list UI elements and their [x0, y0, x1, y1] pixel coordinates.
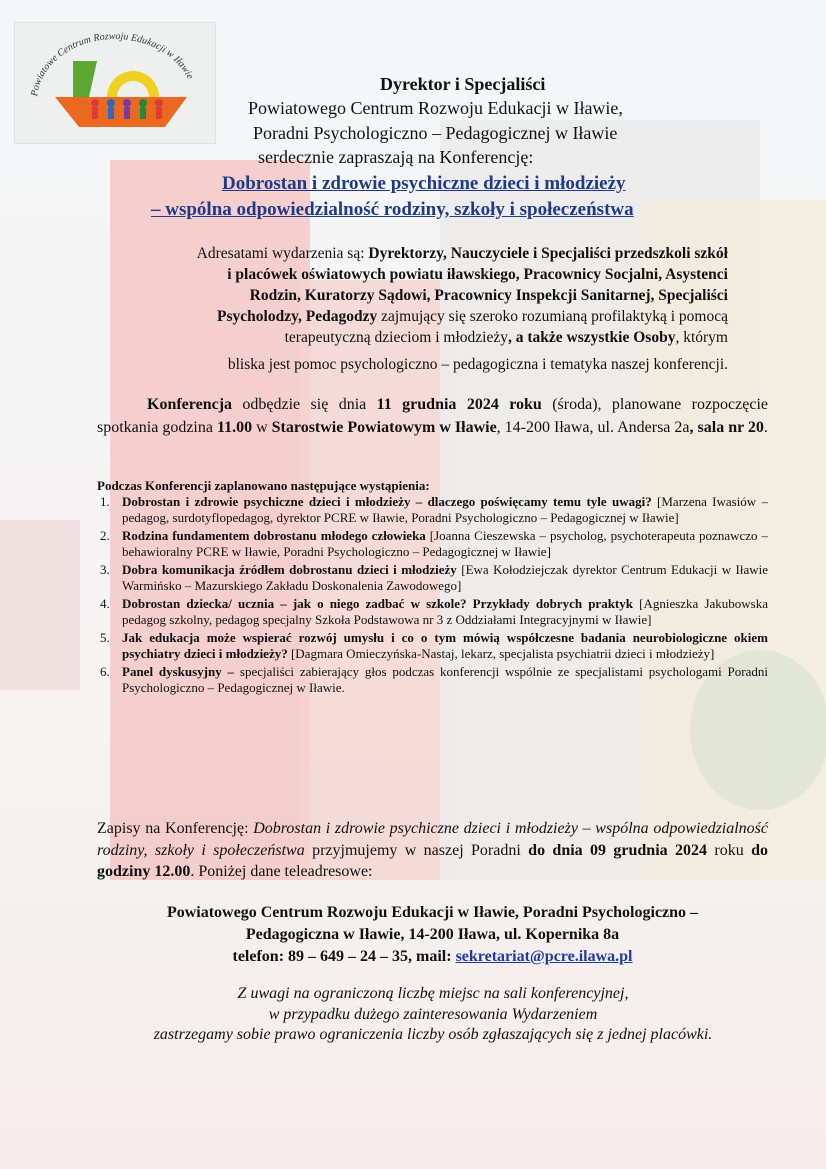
program-item-title: Dobrostan dziecka/ ucznia – jak o niego zadbać w szkole? Przykłady dobrych praktyk [122, 596, 633, 611]
conference-title-line-1: Dobrostan i zdrowie psychiczne dzieci i młodzieży [222, 173, 626, 194]
contact-block: Powiatowego Centrum Rozwoju Edukacji w Iławie, Poradni Psychologiczno – Pedagogiczna w Iławie, 14-200 Iława, ul. Kopernika 8a telefon: 89 – 649 – 24 – 35, mail: sekretariat@pcre.ilawa.pl [166, 904, 699, 965]
boat-children-logo-icon [15, 23, 215, 143]
program-item [97, 630, 768, 661]
program-item [97, 562, 768, 593]
conference-info-paragraph: Konferencja odbędzie się dnia 11 grudnia 2024 roku (środa), planowane rozpoczęcie spotkania godzina 11.00 w Starostwie Powiatowym w Iławie, 14-200 Iława, ul. Andersa 2a, sala nr 20. [97, 396, 769, 436]
program-item-number: 5. [100, 630, 110, 645]
program-item-title: Rodzina fundamentem dobrostanu młodego człowieka [122, 528, 426, 543]
program-item-speaker: [Ewa Kołodziejczak dyrektor Centrum Edukacji w Iławie Warmińsko – Mazurskiego Zakładu Doskonalenia Zawodowego] [122, 562, 769, 593]
program-list [97, 494, 768, 698]
program-item-title: Panel dyskusyjny – [122, 664, 235, 679]
program-item-speaker: [Dagmara Omieczyńska-Nastaj, lekarz, specjalista psychiatrii dzieci i młodzieży] [287, 645, 715, 661]
program-item-speaker: [Agnieszka Jakubowska pedagog szkolny, pedagog specjalny Szkoła Podstawowa nr 3 z Oddziałami Integracyjnymi w Iławie] [122, 596, 769, 627]
logo-arc-text: Powiatowe Centrum Rozwoju Edukacji w Iławie [29, 30, 196, 98]
header-line-2: Powiatowego Centrum Rozwoju Edukacji w Iławie, [248, 98, 623, 118]
capacity-note: Z uwagi na ograniczoną liczbę miejsc na sali konferencyjnej, w przypadku dużego zainteresowania Wydarzeniem zastrzegamy sobie prawo ograniczenia liczby osób zgłaszających się z jednej placówki. [153, 985, 713, 1043]
conference-title-line-2: – wspólna odpowiedzialność rodziny, szkoły i społeczeństwa [151, 199, 634, 220]
program-item [97, 596, 768, 627]
pcre-logo [14, 22, 216, 144]
program-item-speaker: specjaliści zabierający głos podczas konferencji wspólnie ze specjalistami psychologami Poradni Psychologiczno – Pedagogicznej w Iławie. [122, 664, 769, 695]
registration-paragraph: Zapisy na Konferencję: Dobrostan i zdrowie psychiczne dzieci i młodzieży – wspólna odpowiedzialność rodziny, szkoły i społeczeństwa przyjmujemy w naszej Poradni do dnia 09 grudnia 2024 roku do godziny 12.00. Poniżej dane teleadresowe: [97, 820, 769, 880]
program-item [97, 664, 768, 695]
program-item-number: 6. [100, 664, 110, 679]
program-item-title: Dobra komunikacja źródłem dobrostanu dzieci i młodzieży [122, 562, 457, 577]
program-intro: Podczas Konferencji zaplanowano następujące wystąpienia: [97, 478, 430, 493]
program-item-title: Dobrostan i zdrowie psychiczne dzieci i młodzieży – dlaczego poświęcamy temu tyle uwagi? [122, 494, 652, 509]
program-item-speaker: [Joanna Cieszewska – psycholog, psychoterapeuta poznawczo – behawioralny PCRE w Iławie, Poradni Psychologiczno – Pedagogicznej w Iławie] [122, 528, 768, 559]
header-line-4: serdecznie zapraszają na Konferencję: [258, 147, 534, 167]
header-line-1: Dyrektor i Specjaliści [380, 74, 546, 94]
header-line-3: Poradni Psychologiczno – Pedagogicznej w Iławie [253, 123, 618, 143]
program-item-number: 2. [100, 528, 110, 543]
program-item-number: 4. [100, 596, 110, 611]
program-item-speaker: [Marzena Iwasiów – pedagog, surdotyflopedagog, dyrektor PCRE w Iławie, Poradni Psychologiczno – Pedagogicznej w Iławie] [122, 494, 769, 525]
addressees-paragraph: Adresatami wydarzenia są: Dyrektorzy, Nauczyciele i Specjaliści przedszkoli szkół i placówek oświatowych powiatu iławskiego, Pracownicy Socjalni, Asystenci Rodzin, Kuratorzy Sądowi, Pracownicy Inspekcji Sanitarnej, Specjaliści Psycholodzy, Pedagodzy zajmujący się szeroko rozumianą profilaktyką i pomocą terapeutyczną dzieciom i młodzieży, a także wszystkie Osoby, którym bliska jest pomoc psychologiczno – pedagogiczna i tematyka naszej konferencji. [196, 245, 728, 373]
program-item-number: 3. [100, 562, 110, 577]
program-item [97, 494, 768, 525]
program-item-number: 1. [100, 494, 110, 509]
program-item [97, 528, 768, 559]
program-item-title: Jak edukacja może wspierać rozwój umysłu i co o tym mówią współczesne badania neurobiologiczne okiem psychiatry dzieci i młodzieży? [122, 630, 768, 661]
email-link[interactable]: sekretariat@pcre.ilawa.pl [455, 948, 633, 965]
